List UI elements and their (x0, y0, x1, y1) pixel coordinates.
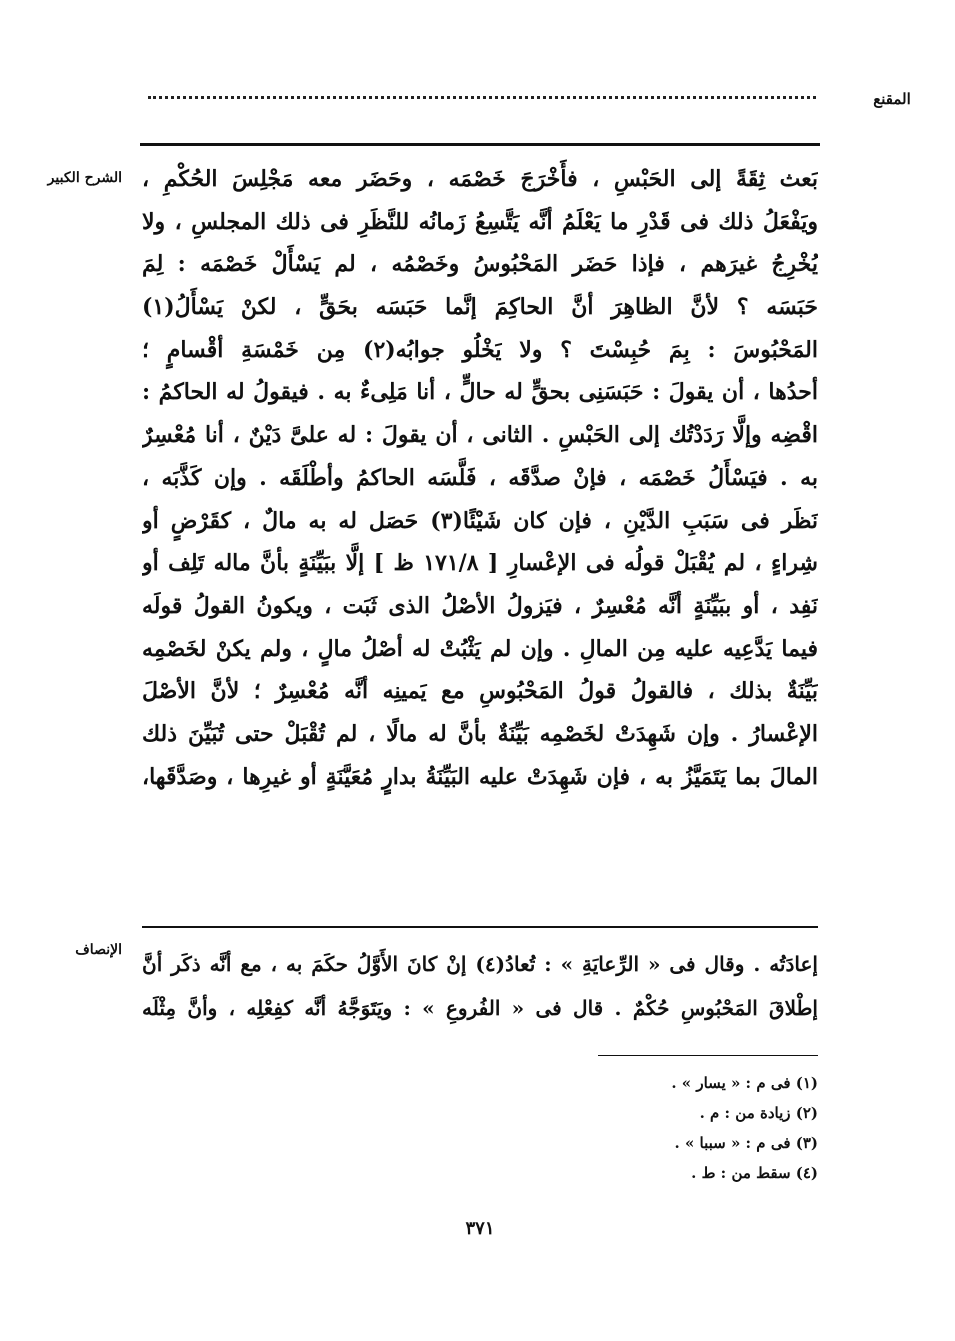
sharh-line: اقْضِه وإلَّا رَدَدْتُك إلى الحَبْسِ . الثانى ، أن يقولَ : له علىَّ دَيْنٌ ، أنا مُعْسِرٌ (142, 422, 818, 449)
sharh-line: الإعْسارُ . وإن شَهِدَتْ لخَصْمِه بَيِّنَةٌ بأنَّ له مالًا ، لم تُقْبَلْ حتى تُبَيِّنَ ذلك (142, 720, 818, 747)
sharh-line: المالَ بما يَتَمَيَّزُ به ، فإن شَهِدَتْ عليه البَيِّنَةُ بدارٍ مُعَيَّنَةٍ أو غيرِها ، وصَدَّقَها، (142, 763, 818, 790)
sharh-line: يُخْرِجُ غيرَهم ، فإذا حَضَر المَحْبُوسُ وخَصْمُه ، لم يَسْأَلْ خَصْمَه : لِمَ (142, 251, 818, 278)
footnote: (٤) سقط من : ط . (691, 1164, 818, 1182)
side-label-insaf: الإنصاف (75, 942, 122, 958)
sharh-line: بَعث ثِقَةً إلى الحَبْسِ ، فأَخْرَجَ خَصْمَه ، وحَضَر معه مَجْلِسَ الحُكْمِ ، (142, 166, 818, 192)
sharh-text-block (142, 158, 818, 798)
header-dotted-leader (148, 96, 816, 99)
sharh-line: به . فيَسْأَلُ خَصْمَه ، فإنْ صدَّقَه ، فَلَّسَه الحاكمُ وأطْلَقَه . وإن كَذَّبَه ، (142, 464, 818, 491)
insaf-line: إطْلاقَ المَحْبُوسِ حُكْمٌ . قال فى « الفُروعِ » : ويَتَوَجَّهُ أنَّه كفِعْلِه ، وأنَّ مِثْلَه (142, 996, 818, 1020)
sharh-line: ويَفْعَلُ ذلك فى قَدْرِ ما يَعْلَمُ أنَّه يَتَّسِعُ زَمانُه للنَّظَرِ فى ذلك المجلسِ ، ولا (142, 208, 818, 235)
sharh-line: نَفِد ، أو ببَيِّنَةٍ أنَّه مُعْسِرٌ ، فيَزولُ الأصْلُ الذى ثَبَت ، ويكونُ القولُ قولَه (142, 592, 818, 619)
sharh-line: حَبَسَه ؟ لأنَّ الظاهِرَ أنَّ الحاكِمَ إنَّما حَبَسَه بحَقٍّ ، لكنْ يَسْأَلُ(١) (142, 294, 818, 321)
footnote: (١) فى م : « يسار » . (671, 1074, 818, 1092)
sharh-line: بَيِّنَةٌ بذلك ، فالقولُ قولُ المَحْبُوسِ مع يَمينِه أنَّه مُعْسِرٌ ؛ لأنَّ الأصْلَ (142, 678, 818, 705)
page-number: ٣٧١ (465, 1218, 495, 1239)
footnote-rule (598, 1055, 818, 1056)
header-rule (140, 143, 820, 146)
insaf-text-block (142, 942, 818, 1030)
section-divider (142, 926, 818, 928)
sharh-line: أحدُها ، أن يقولَ : حَبَسَنِى بحقٍّ له حالٍّ ، أنا مَلِىءٌ به . فيقولُ له الحاكمُ : (142, 379, 818, 406)
sharh-line: شِراءٍ ، لم يُقْبَلْ قولُه فى الإعْسارِ [ ١٧١/٨ ظ ] إلَّا ببَيِّنَةٍ بأنَّ ماله تَلِف أو (142, 550, 818, 577)
sharh-line: فيما يَدَّعِيه عليه مِن المالِ . وإن لم يَثْبُتْ له أصْلُ مالٍ ، ولم يكنْ لخَصْمِه (142, 635, 818, 662)
sharh-line: المَحْبُوسَ : بِمَ حُبِسْتَ ؟ ولا يَخْلُو جوابُه(٢) مِن خَمْسَةِ أقْسامٍ ؛ (142, 336, 818, 363)
insaf-line: إعادَتُه . وقال فى « الرِّعايَةِ » : تُعادُ(٤) إنْ كانَ الأَوَّلُ حكَمَ به ، مع أنَّه ذكَر أنَّ (142, 952, 818, 976)
footnotes (440, 1068, 818, 1188)
footnote: (٢) زيادة من : م . (699, 1104, 818, 1122)
sharh-line: نَظَر فى سَبَبِ الدَّيْنِ ، فإن كان شَيْئًا(٣) حَصَل له به مالٌ ، كقَرْضٍ أو (142, 507, 818, 534)
running-header-title: المقنع (873, 90, 911, 108)
side-label-sharh: الشرح الكبير (47, 170, 122, 186)
footnote: (٣) فى م : « سببا » . (674, 1134, 818, 1152)
